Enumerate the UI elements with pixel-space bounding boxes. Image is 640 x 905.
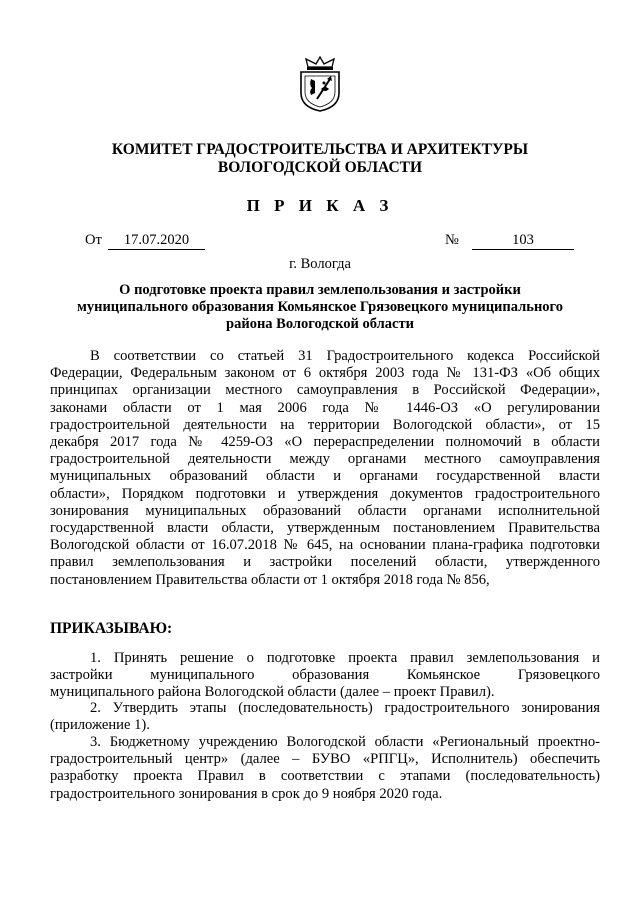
order-item-2: [50, 700, 600, 734]
paragraph-line: постановлением Правительства области от 1 октября 2018 года № 856,: [50, 571, 490, 588]
paragraph-line: градостроительной деятельности между органами местного самоуправления: [50, 451, 600, 468]
document-subject: [62, 282, 578, 333]
paragraph-line: муниципальных образований области и органами государственной власти: [50, 468, 600, 485]
paragraph-line: зонирования муниципальных образований области органами исполнительной: [50, 502, 600, 519]
subject-line: муниципального образования Комьянское Грязовецкого муниципального: [76, 299, 564, 315]
order-item-1: [50, 650, 600, 702]
organization-name-line1: КОМИТЕТ ГРАДОСТРОИТЕЛЬСТВА И АРХИТЕКТУРЫ: [111, 141, 529, 158]
paragraph-line: муниципального района Вологодской области (далее – проект Правил).: [50, 684, 495, 701]
paragraph-line: области», Порядком подготовки и утверждения документов градостроительного: [50, 485, 600, 502]
paragraph-line: градостроительной деятельности на территории Вологодской области», от 15: [50, 416, 600, 433]
paragraph-line: застройки муниципального образования Комьянское Грязовецкого: [50, 667, 600, 684]
paragraph-line: В соответствии со статьей 31 Градостроительного кодекса Российской: [90, 348, 600, 364]
document-number: 103: [472, 232, 574, 250]
document-type-title: П Р И К А З: [246, 196, 394, 215]
paragraph-line: государственной власти области, утвержденным постановлением Правительства: [50, 520, 600, 537]
paragraph-line: разработку проекта Правил в соответствии с этапами (последовательность): [50, 768, 600, 785]
subject-line: района Вологодской области: [226, 316, 414, 332]
paragraph-line: 1. Принять решение о подготовке проекта правил землепользования и: [90, 650, 600, 666]
paragraph-line: Федерации, Федеральным законом от 6 октября 2003 года № 131-ФЗ «Об общих: [50, 365, 600, 382]
date-label: От: [85, 232, 102, 248]
paragraph-line: градостроительного зонирования в срок до 9 ноября 2020 года.: [50, 785, 443, 802]
order-heading: ПРИКАЗЫВАЮ:: [50, 620, 173, 637]
paragraph-line: 2. Утвердить этапы (последовательность) градостроительного зонирования: [90, 700, 600, 716]
document-date: 17.07.2020: [108, 232, 205, 250]
city-name: г. Вологда: [289, 256, 351, 272]
paragraph-line: законами области от 1 мая 2006 года № 1446-ОЗ «О регулировании: [50, 399, 600, 416]
number-label: №: [445, 232, 459, 248]
paragraph-line: Вологодской области от 16.07.2018 № 645, на основании плана-графика подготовки: [50, 537, 600, 554]
paragraph-line: принципах организации местного самоуправления в Российской Федерации»,: [50, 382, 600, 399]
organization-name-line2: ВОЛОГОДСКОЙ ОБЛАСТИ: [217, 159, 423, 176]
paragraph-line: 3. Бюджетному учреждению Вологодской области «Региональный проектно-: [90, 734, 600, 750]
paragraph-line: декабря 2017 года № 4259-ОЗ «О перераспределении полномочий в области: [50, 434, 600, 451]
paragraph-line: градостроительный центр» (далее – БУВО «РПГЦ», Исполнитель) обеспечить: [50, 751, 600, 768]
paragraph-line: правил землепользования и застройки поселений области, утвержденного: [50, 554, 600, 571]
preamble-paragraph: [50, 348, 600, 589]
order-item-3: [50, 734, 600, 803]
subject-line: О подготовке проекта правил землепользования и застройки: [119, 282, 521, 298]
paragraph-line: (приложение 1).: [50, 717, 150, 734]
coat-of-arms-icon: [297, 55, 343, 113]
